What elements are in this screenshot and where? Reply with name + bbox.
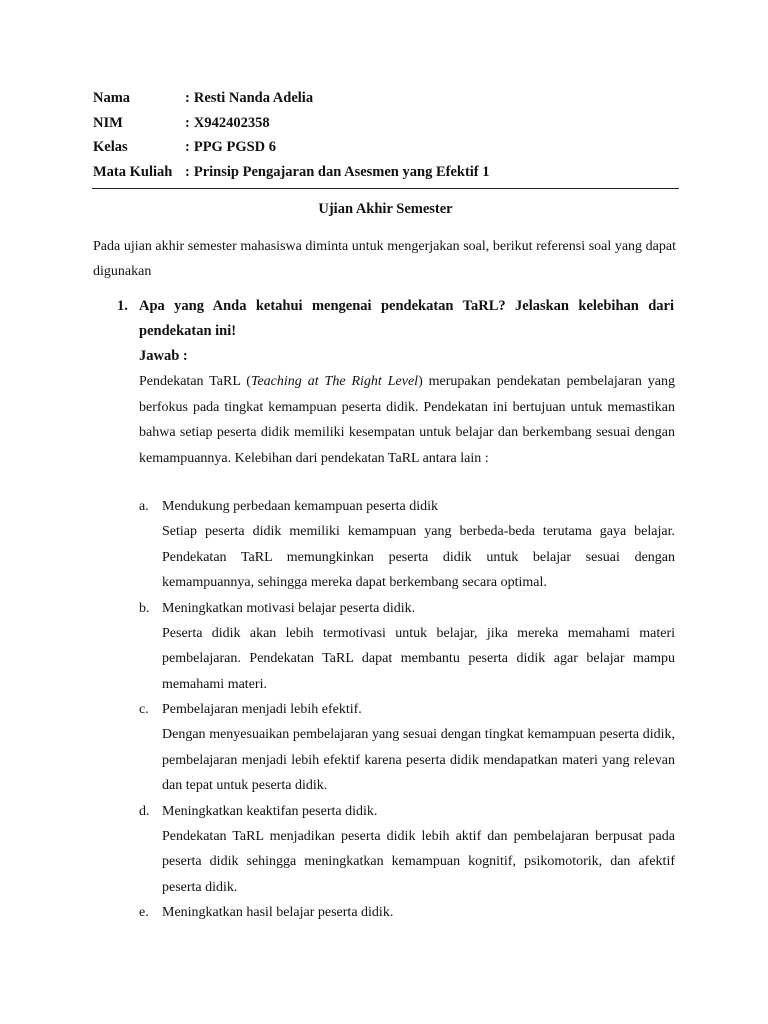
list-item-heading: Pembelajaran menjadi lebih efektif.: [162, 702, 362, 717]
list-item: [139, 596, 675, 698]
header-value: X942402358: [193, 114, 270, 131]
list-item: [139, 799, 675, 901]
list-item-heading: Mendukung perbedaan kemampuan peserta didik: [162, 499, 439, 514]
header-label: Kelas: [93, 139, 128, 155]
list-item-text: Peserta didik akan lebih termotivasi untuk belajar, jika mereka memahami materi pembelajaran. Pendekatan TaRL dapat membantu peserta didik agar belajar mampu memahami materi.: [162, 625, 675, 692]
answer-paragraph: [139, 369, 675, 471]
intro-paragraph: Pada ujian akhir semester mahasiswa diminta untuk mengerjakan soal, berikut referensi soal yang dapat digunakan: [93, 239, 676, 279]
question-number: 1.: [117, 298, 128, 314]
header-divider: [92, 188, 679, 189]
list-item-heading: Meningkatkan motivasi belajar peserta didik.: [162, 600, 416, 616]
list-item: [139, 494, 675, 596]
answer-text-italic: Teaching at The Right Level: [250, 374, 419, 389]
header-label: NIM: [93, 114, 123, 131]
document-title: Ujian Akhir Semester: [318, 201, 453, 217]
list-item-letter: e.: [139, 905, 149, 920]
list-item: [139, 697, 675, 799]
header-value: PPG PGSD 6: [193, 139, 277, 155]
answer-label: Jawab :: [139, 348, 188, 364]
list-item-text: Pendekatan TaRL menjadikan peserta didik lebih aktif dan pembelajaran berpusat pada peserta didik sehingga meningkatkan kemampuan kognitif, psikomotorik, dan afektif peserta didik.: [162, 828, 675, 895]
answer-text-start: Pendekatan TaRL (: [139, 374, 251, 389]
identity-header: [93, 86, 679, 184]
answer-text-end: ) merupakan pendekatan pembelajaran yang berfokus pada tingkat kemampuan peserta didik. Pendekatan ini bertujuan untuk memastikan bahwa setiap peserta didik memiliki kesempatan untuk belajar dan berkembang sesuai dengan kemampuannya. Kelebihan dari pendekatan TaRL antara lain :: [139, 374, 676, 466]
list-item: [139, 900, 675, 925]
list-item-letter: c.: [139, 702, 149, 717]
header-value: Prinsip Pengajaran dan Asesmen yang Efektif 1: [193, 163, 490, 180]
header-separator: :: [185, 90, 190, 106]
header-row-nama: [93, 86, 679, 111]
header-separator: :: [185, 114, 190, 131]
header-label: Mata Kuliah: [93, 163, 173, 180]
header-label: Nama: [93, 90, 131, 106]
list-item-letter: d.: [139, 803, 150, 819]
question-text: Apa yang Anda ketahui mengenai pendekatan TaRL? Jelaskan kelebihan dari pendekatan ini!: [139, 298, 674, 339]
list-item-letter: a.: [139, 499, 149, 514]
list-item-text: Setiap peserta didik memiliki kemampuan yang berbeda-beda terutama gaya belajar. Pendekatan TaRL memungkinkan peserta didik untuk belajar sesuai dengan kemampuannya, sehingga mereka dapat berkembang secara optimal.: [162, 524, 675, 590]
header-separator: :: [185, 163, 190, 180]
list-item-text: Dengan menyesuaikan pembelajaran yang sesuai dengan tingkat kemampuan peserta didik, pembelajaran menjadi lebih efektif karena peserta didik mendapatkan materi yang relevan dan tepat untuk peserta didik.: [162, 727, 675, 793]
header-row-mata-kuliah: [93, 160, 679, 185]
header-row-kelas: [93, 135, 679, 160]
header-separator: :: [185, 139, 190, 155]
header-row-nim: [93, 111, 679, 136]
list-item-heading: Meningkatkan hasil belajar peserta didik.: [162, 905, 394, 920]
advantages-list: [139, 494, 675, 925]
list-item-heading: Meningkatkan keaktifan peserta didik.: [162, 803, 378, 819]
list-item-letter: b.: [139, 600, 150, 616]
header-value: Resti Nanda Adelia: [193, 90, 314, 106]
